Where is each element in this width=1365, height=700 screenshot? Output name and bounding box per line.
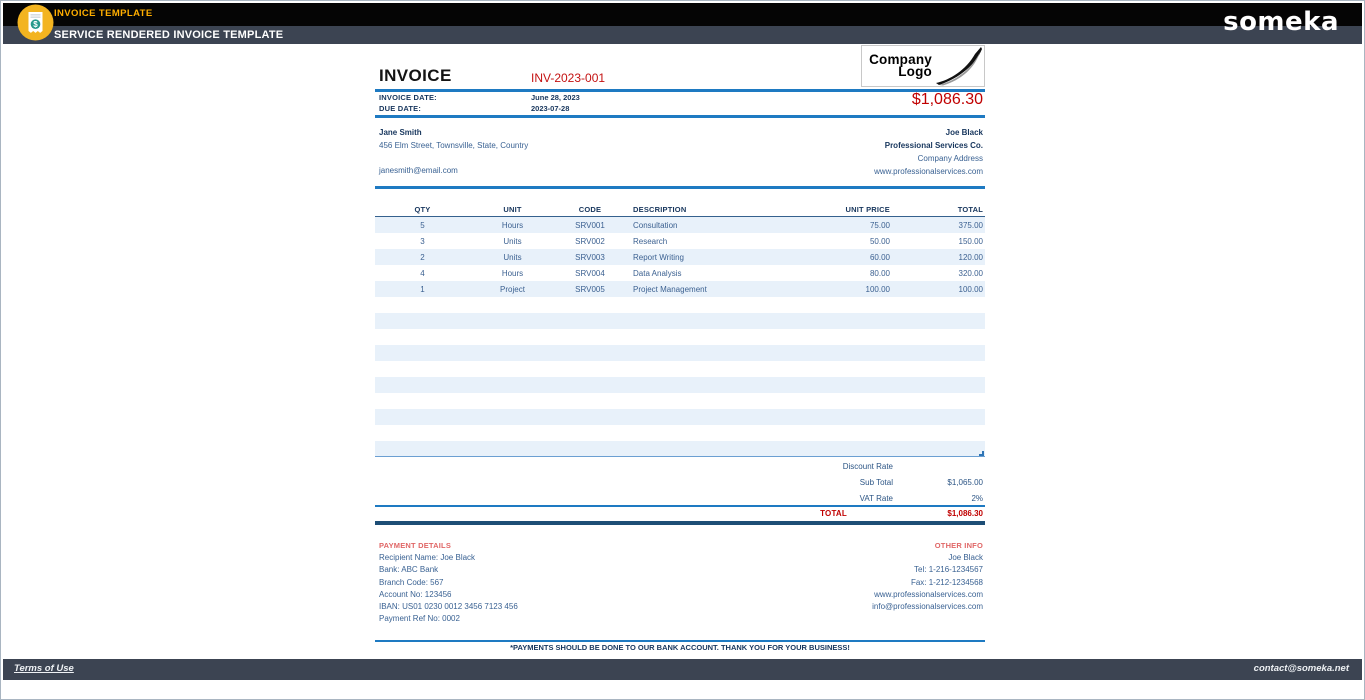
sub-total-value: $1,065.00 [947, 477, 983, 487]
customer-name[interactable]: Jane Smith [379, 128, 422, 137]
item-cell[interactable]: 150.00 [958, 236, 983, 246]
invoice-heading: INVOICE [379, 66, 452, 85]
item-cell[interactable]: 4 [420, 268, 425, 278]
item-cell[interactable]: SRV004 [575, 268, 605, 278]
table-row [375, 281, 985, 297]
discount-rate-label: Discount Rate [842, 461, 893, 471]
column-header-code: CODE [578, 204, 602, 214]
payment-details-title: PAYMENT DETAILS [379, 541, 452, 550]
invoice-date-value[interactable]: June 28, 2023 [531, 93, 580, 102]
info-line[interactable]: Fax: 1-212-1234568 [910, 577, 983, 587]
item-cell[interactable]: SRV001 [575, 220, 605, 230]
logo-swoosh-icon [934, 46, 984, 86]
page-title: SERVICE RENDERED INVOICE TEMPLATE [54, 29, 284, 41]
total-value: $1,086.30 [947, 509, 983, 518]
info-line[interactable]: Account No: 123456 [379, 589, 452, 599]
item-cell[interactable]: 2 [420, 252, 425, 262]
item-cell[interactable]: SRV005 [575, 284, 605, 294]
amount-due: $1,086.30 [911, 91, 983, 108]
table-row [375, 249, 985, 265]
info-line[interactable]: Joe Black [948, 553, 983, 562]
provider-website[interactable]: www.professionalservices.com [874, 167, 983, 176]
provider-company[interactable]: Professional Services Co. [884, 141, 983, 150]
item-cell[interactable]: 60.00 [869, 252, 890, 262]
item-cell[interactable]: Data Analysis [633, 268, 682, 278]
item-cell[interactable]: Consultation [633, 220, 678, 230]
item-cell[interactable]: 100.00 [958, 284, 983, 294]
invoice-receipt-icon [17, 4, 54, 41]
info-line[interactable]: Payment Ref No: 0002 [379, 614, 460, 624]
contact-email-link[interactable]: contact@someka.net [1253, 663, 1349, 674]
items-rows [375, 217, 985, 457]
item-cell[interactable]: 100.00 [865, 284, 890, 294]
item-cell[interactable]: 1 [420, 284, 425, 294]
empty-table-row[interactable] [375, 361, 985, 377]
item-cell[interactable]: 320.00 [958, 268, 983, 278]
customer-email[interactable]: janesmith@email.com [379, 166, 458, 175]
empty-table-row[interactable] [375, 297, 985, 313]
empty-table-row[interactable] [375, 425, 985, 441]
terms-of-use-link[interactable]: Terms of Use [14, 663, 74, 674]
table-row [375, 265, 985, 281]
invoice-document [375, 44, 985, 659]
column-header-total: TOTAL [957, 204, 983, 214]
info-line[interactable]: info@professionalservices.com [872, 602, 983, 612]
divider [375, 115, 985, 118]
vat-rate-value[interactable]: 2% [971, 493, 983, 503]
footer-bar [3, 659, 1362, 680]
item-cell[interactable]: Hours [501, 220, 524, 230]
item-cell[interactable]: 80.00 [869, 268, 890, 278]
item-cell[interactable]: 375.00 [958, 220, 983, 230]
info-line[interactable]: Branch Code: 567 [379, 577, 444, 587]
item-cell[interactable]: Units [503, 252, 522, 262]
invoice-date-label: INVOICE DATE: [379, 93, 437, 102]
top-title-bar [3, 3, 1362, 26]
sub-total-label: Sub Total [859, 477, 893, 487]
items-header-row [375, 202, 985, 217]
customer-address[interactable]: 456 Elm Street, Townsville, State, Country [379, 141, 529, 150]
invoice-number[interactable]: INV-2023-001 [531, 71, 606, 85]
divider [375, 186, 985, 189]
column-header-description: DESCRIPTION [633, 204, 687, 214]
due-date-label: DUE DATE: [379, 104, 422, 113]
due-date-value[interactable]: 2023-07-28 [531, 104, 570, 113]
empty-table-row[interactable] [375, 329, 985, 345]
other-info-title: OTHER INFO [934, 541, 983, 550]
item-cell[interactable]: Hours [501, 268, 524, 278]
column-header-unit: UNIT [503, 204, 522, 214]
table-resize-handle[interactable] [979, 451, 984, 456]
item-cell[interactable]: 50.00 [869, 236, 890, 246]
provider-name[interactable]: Joe Black [945, 128, 983, 137]
vat-rate-row [675, 490, 985, 506]
sub-total-row [675, 474, 985, 490]
table-row [375, 233, 985, 249]
divider [375, 521, 985, 525]
item-cell[interactable]: 3 [420, 236, 425, 246]
item-cell[interactable]: Report Writing [633, 252, 684, 262]
empty-table-row[interactable] [375, 441, 985, 457]
divider [375, 89, 985, 92]
info-line[interactable]: Bank: ABC Bank [379, 565, 439, 575]
company-logo-placeholder[interactable] [861, 45, 985, 87]
item-cell[interactable]: Project [500, 284, 525, 294]
footer-note: *PAYMENTS SHOULD BE DONE TO OUR BANK ACCOUNT. THANK YOU FOR YOUR BUSINESS! [510, 643, 850, 652]
empty-table-row[interactable] [375, 393, 985, 409]
empty-table-row[interactable] [375, 409, 985, 425]
item-cell[interactable]: Research [633, 236, 668, 246]
item-cell[interactable]: Units [503, 236, 522, 246]
items-table [375, 202, 985, 457]
company-logo-text: Company Logo [869, 51, 932, 79]
total-label: TOTAL [820, 509, 847, 518]
column-header-unit-price: UNIT PRICE [845, 204, 890, 214]
item-cell[interactable]: SRV002 [575, 236, 605, 246]
item-cell[interactable]: 5 [420, 220, 425, 230]
app-title: INVOICE TEMPLATE [54, 8, 153, 19]
item-cell[interactable]: 75.00 [869, 220, 890, 230]
discount-rate-row [675, 458, 985, 474]
other-info-lines [872, 553, 983, 614]
table-row [375, 217, 985, 233]
item-cell[interactable]: 120.00 [958, 252, 983, 262]
svg-text:$: $ [33, 20, 38, 30]
item-cell[interactable]: Project Management [633, 284, 707, 294]
info-line[interactable]: IBAN: US01 0230 0012 3456 7123 456 [379, 602, 518, 612]
info-line[interactable]: www.professionalservices.com [874, 589, 983, 599]
empty-table-row[interactable] [375, 345, 985, 361]
divider [375, 640, 985, 642]
vat-rate-label: VAT Rate [859, 493, 893, 503]
item-cell[interactable]: SRV003 [575, 252, 605, 262]
column-header-qty: QTY [414, 204, 431, 214]
someka-brand-logo[interactable]: someka [1223, 7, 1339, 37]
info-line[interactable]: Recipient Name: Joe Black [379, 553, 476, 562]
info-line[interactable]: Tel: 1-216-1234567 [914, 565, 983, 575]
empty-table-row[interactable] [375, 313, 985, 329]
provider-address[interactable]: Company Address [917, 154, 983, 163]
empty-table-row[interactable] [375, 377, 985, 393]
payment-details-lines [379, 553, 518, 627]
total-row [675, 507, 985, 520]
